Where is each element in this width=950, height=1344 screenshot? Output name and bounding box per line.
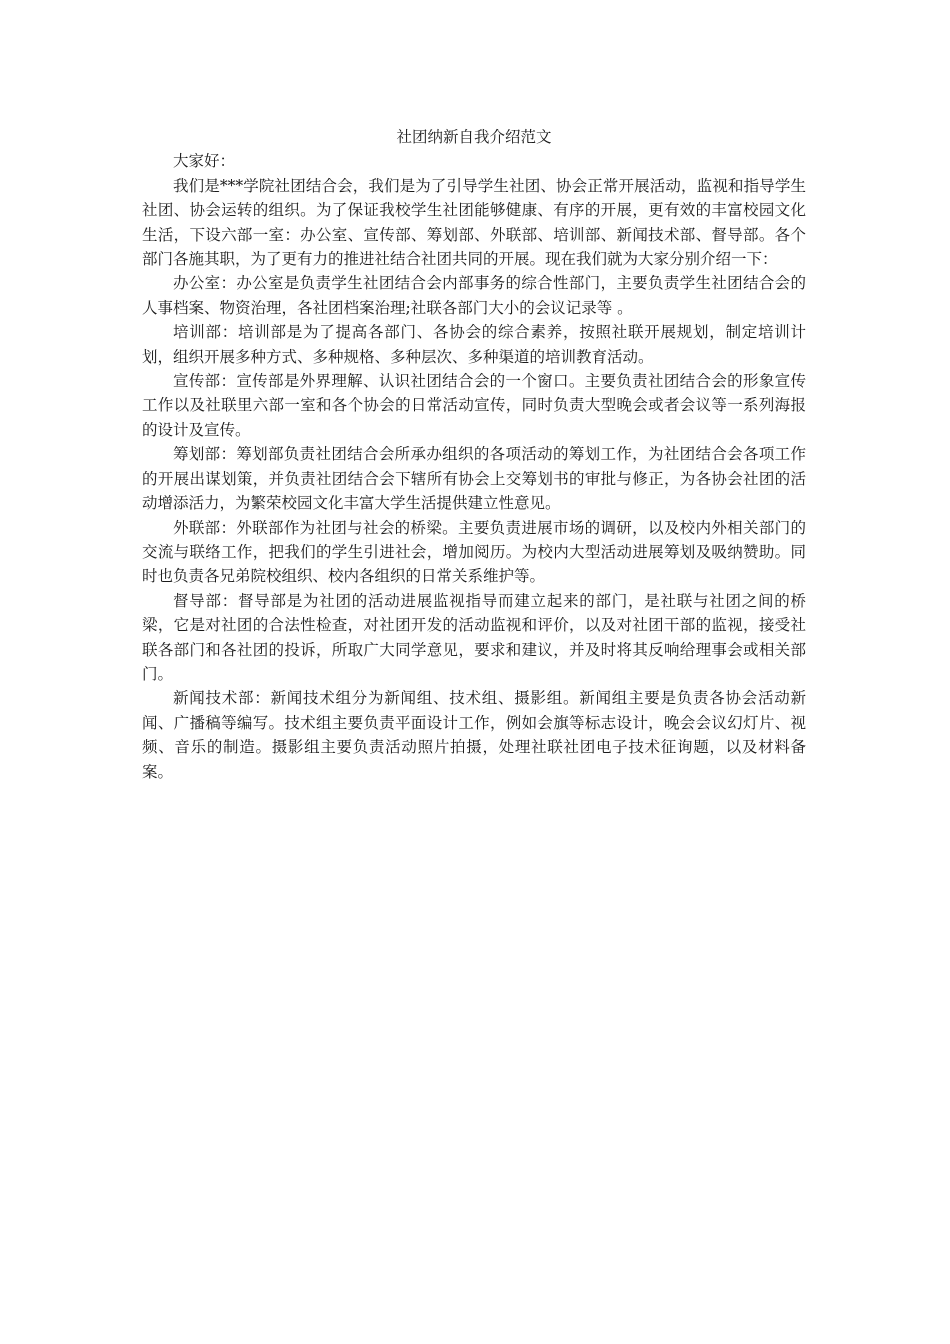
document-title: 社团纳新自我介绍范文 [396,128,552,146]
intro-paragraph: 我们是***学院社团结合会，我们是为了引导学生社团、协会正常开展活动，监视和指导学生社团、协会运转的组织。为了保证我校学生社团能够健康、有序的开展，更有效的丰富校园文化生活，下设六部一室：办公室、宣传部、筹划部、外联部、培训部、新闻技术部、督导部。各个部门各施其职，为了更有力的推进社结合社团共同的开展。现在我们就为大家分别介绍一下： [142,176,806,269]
greeting-paragraph: 大家好： [173,152,236,171]
external-relations-paragraph: 外联部：外联部作为社团与社会的桥梁。主要负责进展市场的调研，以及校内外相关部门的交流与联络工作，把我们的学生引进社会，增加阅历。为校内大型活动进展筹划及吸纳赞助。同时也负责各兄弟院校组织、校内各组织的日常关系维护等。 [142,518,806,586]
planning-department-paragraph: 筹划部：筹划部负责社团结合会所承办组织的各项活动的筹划工作，为社团结合会各项工作的开展出谋划策，并负责社团结合会下辖所有协会上交筹划书的审批与修正，为各协会社团的活动增添活力，为繁荣校园文化丰富大学生活提供建立性意见。 [142,445,806,513]
news-technology-paragraph: 新闻技术部：新闻技术组分为新闻组、技术组、摄影组。新闻组主要是负责各协会活动新闻、广播稿等编写。技术组主要负责平面设计工作，例如会旗等标志设计，晚会会议幻灯片、视频、音乐的制造。摄影组主要负责活动照片拍摄，处理社联社团电子技术征询题，以及材料备案。 [142,689,806,781]
publicity-department-paragraph: 宣传部：宣传部是外界理解、认识社团结合会的一个窗口。主要负责社团结合会的形象宣传工作以及社联里六部一室和各个协会的日常活动宣传，同时负责大型晚会或者会议等一系列海报的设计及宣传。 [142,372,806,439]
office-paragraph: 办公室：办公室是负责学生社团结合会内部事务的综合性部门，主要负责学生社团结合会的人事档案、物资治理，各社团档案治理;社联各部门大小的会议记录等 。 [142,274,806,317]
document-body [142,125,806,784]
training-department-paragraph: 培训部：培训部是为了提高各部门、各协会的综合素养，按照社联开展规划，制定培训计划，组织开展多种方式、多种规格、多种层次、多种渠道的培训教育活动。 [142,323,806,366]
supervision-department-paragraph: 督导部：督导部是为社团的活动进展监视指导而建立起来的部门，是社联与社团之间的桥梁，它是对社团的合法性检查，对社团开发的活动监视和评价，以及对社团干部的监视，接受社联各部门和各社团的投诉，所取广大同学意见，要求和建议，并及时将其反响给理事会或相关部门。 [142,591,806,683]
